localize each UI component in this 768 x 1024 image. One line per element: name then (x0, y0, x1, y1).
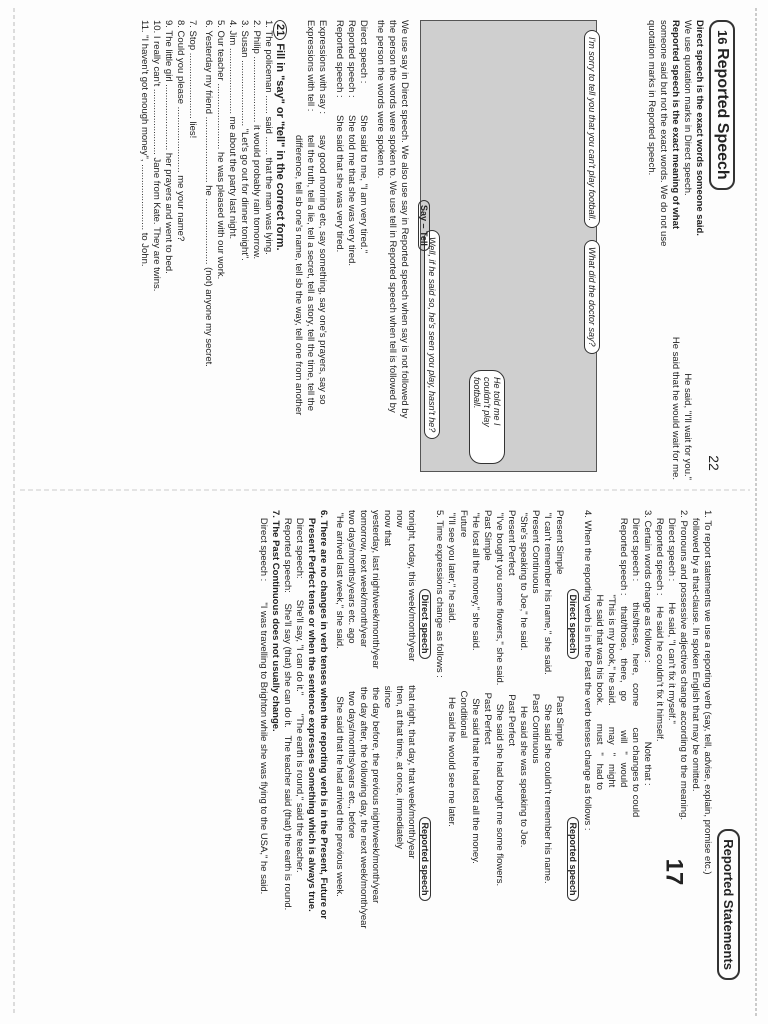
statement-line: 4. When the reporting verb is in the Past the verb tenses change as follows : (582, 510, 593, 831)
example-text: She said that she was very tired. (334, 115, 345, 253)
corner-number: 22 (705, 455, 722, 471)
statement-line: "I'll see you later," he said. He said he would see me later. (446, 510, 457, 827)
statement-line: now that since (382, 510, 393, 708)
example-reported: He said that he would wait for me. (670, 336, 681, 480)
speech-bubble: Well, if he said so, he's seen you play, hasn't he? (424, 230, 440, 439)
example-direct: He said, "I'll wait for you." (682, 373, 693, 480)
statement-line: "He lost all the money," she said. She said that he had lost all the money. (470, 510, 481, 864)
rule-line: the person the words were spoken to. We use tell in Reported speech when tell is followed by (387, 20, 398, 413)
expression-text: say good morning etc, say something, say one's prayers, say so (317, 135, 328, 405)
example-text: She told me that she was very tired. (346, 115, 357, 267)
statement-line: Present Perfect Past Perfect (506, 510, 517, 746)
statement-line: 1. To report statements we use a reporting verb (say, tell, advise, explain, promise etc.) (702, 510, 713, 875)
reported-speech-box: Reported speech (567, 817, 579, 900)
exercise-item: 10. I really can't ......................... Jane from Kate. They are twins. (151, 20, 162, 292)
statement-line: tomorrow, next week/month/year the day after, the following day, the next week/month/year (358, 510, 369, 929)
statement-line: "She's speaking to Joe," he said. He said she was speaking to Joe. (518, 510, 529, 848)
speech-bubble: What did the doctor say? (584, 240, 600, 354)
speech-bubble: I'm sorry to tell you that you can't play football. (584, 30, 600, 228)
exercise-item: 1. The policeman ....... said ....... that the man was lying. (263, 20, 274, 255)
say-tell-box: Say – Tell (418, 200, 430, 251)
statement-line: Present Perfect tense or when the sentence expresses something which is always true. (306, 510, 317, 912)
statement-line: "This is my book," he said. may " might (606, 510, 617, 788)
example-label: Direct speech : (358, 20, 369, 84)
speech-bubble: He told me I couldn't play football. (469, 370, 505, 464)
exercise-item: 9. The little girl ......................... her prayers and went to bed. (163, 20, 174, 274)
statement-line: Present Simple Past Simple (554, 510, 565, 747)
example-label: Reported speech : (346, 20, 357, 98)
intro-line: someone said but not the exact words. We do not use (658, 20, 669, 247)
statement-line: 7. The Past Continuous does not usually change. (270, 510, 281, 732)
statement-line: 2. Pronouns and possessive adjectives change according to the meaning. (678, 510, 689, 821)
statement-line: followed by a that-clause. In spoken English that may be omitted. (690, 510, 701, 792)
expression-text: tell the truth, tell a lie, tell a secret, tell a story, tell the time, tell the (305, 135, 316, 411)
section-number: 16 (715, 30, 730, 45)
exercise-item: 6. Yesterday my friend ......................... he ......................... (not) anyone my secret. (203, 20, 214, 367)
intro-line: We use quotation marks in Direct speech. (682, 20, 693, 196)
statement-line: "I've bought you some flowers," she said. She said she had bought me some flowers. (494, 510, 505, 887)
direct-speech-box: Direct speech (419, 589, 431, 658)
statement-line: Reported speech: She'll say (that) she can do it. The teacher said (that) the earth is round. (282, 510, 293, 911)
statement-line: "I can't remember his name," she said. She said she couldn't remember his name. (542, 510, 553, 884)
statements-title: Reported Statements (717, 829, 740, 980)
exercise-item: 11. "I haven't got enough money", ......................... to John. (139, 20, 150, 267)
intro-line: Direct speech is the exact words someone said. (694, 20, 705, 236)
reported-speech-section (645, 20, 735, 480)
exercise-item: 5. Our teacher ......................... he was pleased with our work. (215, 20, 226, 280)
statement-line: Present Continuous Past Continuous (530, 510, 541, 764)
expression-text: difference, tell sb one's name, tell sb the way, tell one from another (293, 135, 304, 416)
example-label: Reported speech : (334, 20, 345, 98)
direct-speech-box: Direct speech (567, 589, 579, 658)
section-title-box (709, 20, 735, 190)
statement-line: 3. Certain words change as follows : Note that : (642, 510, 653, 786)
statement-line: now then, at that time, at once, immediately (394, 510, 405, 849)
rule-line: We use say in Direct speech. We also use say in Reported speech when say is not followed by (399, 20, 410, 419)
statement-line: 5. Time expressions change as follows : (434, 510, 445, 678)
statement-line: He said that was his book. must " had to (594, 510, 605, 791)
statement-line: "He arrived last week," she said. She said that he had arrived the previous week. (334, 510, 345, 897)
statement-line: two days/months/years etc. ago two days/months/years etc., before (346, 510, 357, 839)
statement-line: Direct speech : He said, "I can't fix it myself." (666, 510, 677, 724)
statement-line: Past Simple Past Perfect (482, 510, 493, 745)
cartoon-illustration (420, 20, 597, 472)
statement-line: yesterday, last night/week/month/year the day before, the previous night/week/month/year (370, 510, 381, 904)
say-tell-section (138, 20, 410, 480)
example-text: She said to me, "I am very tired." (358, 115, 369, 254)
statement-line: tonight, today, this week/month/year that night, that day, that week/month/year (406, 510, 417, 859)
intro-line: Reported speech is the exact meaning of what (670, 20, 681, 230)
statement-line: Reported speech : that/those, there, go will " would (618, 510, 629, 788)
reported-speech-box: Reported speech (419, 817, 431, 900)
expression-label: Expressions with tell : (305, 20, 316, 112)
exercise-title: Fill in "say" or "tell" in the correct form. (274, 43, 286, 251)
exercise-item: 7. Stop ......................... lies! (187, 20, 198, 139)
statement-line: Direct speech: She'll say, "I can do it." "The earth is round," said the teacher. (294, 510, 305, 873)
exercise-item: 4. Jim ......................... me about the party last night. (227, 20, 238, 240)
statement-line: Future Conditional (458, 510, 469, 739)
statement-line: Reported speech : He said he couldn't fix it himself. (654, 510, 665, 742)
statement-line: Direct speech : this/these, here, come can changes to could (630, 510, 641, 818)
expression-label: Expressions with say : (317, 20, 328, 114)
exercise-item: 2. Philip ......................... it would probably rain tomorrow. (251, 20, 262, 260)
reported-statements-section (257, 510, 740, 980)
intro-line: quotation marks in Reported speech. (646, 20, 657, 176)
page-number: 17 (660, 858, 688, 886)
exercise-item: 8. Could you please ......................... me your name? (175, 20, 186, 242)
statement-line: 6. There are no changes in verb tenses when the reporting verb is in the Present, Future or (318, 510, 329, 920)
statement-line: Direct speech : "I was travelling to Brighton while she was flying to the USA," he said. (258, 510, 269, 895)
exercise-item: 3. Susan ......................... "Let's go out for dinner tonight". (239, 20, 250, 261)
section-title: Reported Speech (714, 48, 731, 180)
rule-line: the person the words were spoken to. (375, 20, 386, 179)
exercise-number: 21 (273, 20, 287, 40)
